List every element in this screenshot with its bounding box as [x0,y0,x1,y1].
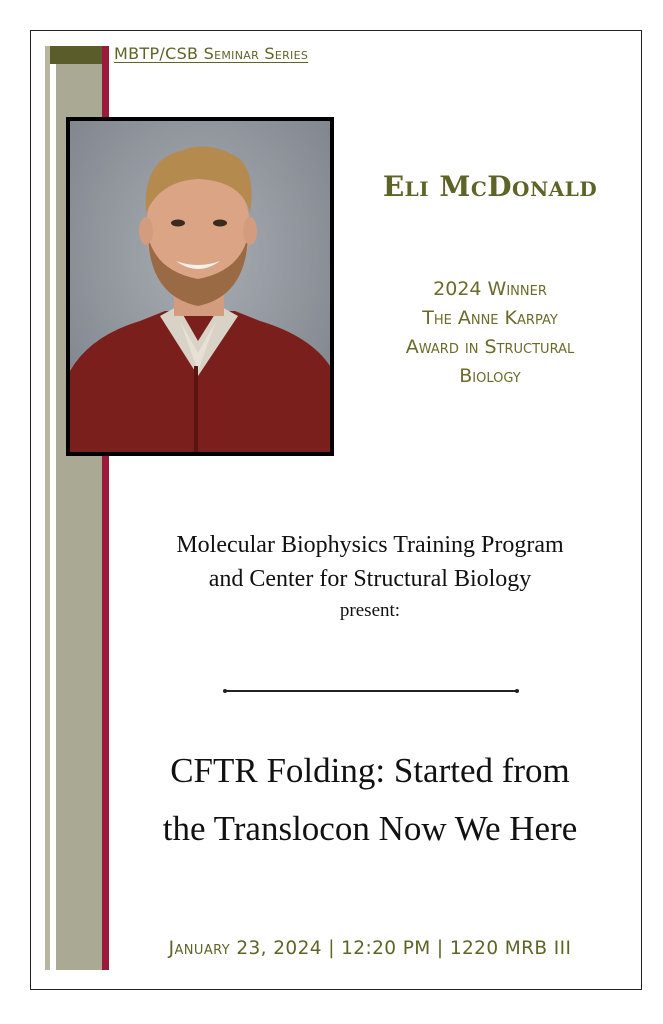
separator: | [436,938,444,959]
present-text: present: [339,600,401,621]
talk-title [110,742,630,858]
decorative-bar-top-accent-wide [56,46,102,64]
talk-title-line: CFTR Folding: Started from [170,751,570,790]
separator: | [328,938,335,959]
award-block [350,275,630,391]
divider-line [225,690,517,692]
award-line: Biology [459,365,521,387]
decorative-bar-thin [45,46,50,970]
speaker-name: Eli McDonald [382,170,598,203]
award-line: The Anne Karpay [422,307,558,329]
award-line: 2024 Winner [433,278,547,300]
event-time: 12:20 PM [341,938,431,959]
event-date: January 23, 2024 [168,938,322,959]
organizer-line: and Center for Structural Biology [208,566,532,592]
speaker-photo [66,117,334,456]
organizers-block [110,528,630,596]
talk-title-line: the Translocon Now We Here [162,809,578,848]
event-location: 1220 MRB III [449,938,572,959]
series-label: MBTP/CSB Seminar Series [114,44,309,63]
event-details [110,938,630,959]
organizer-line: Molecular Biophysics Training Program [176,532,564,558]
award-line: Award in Structural [405,336,575,358]
